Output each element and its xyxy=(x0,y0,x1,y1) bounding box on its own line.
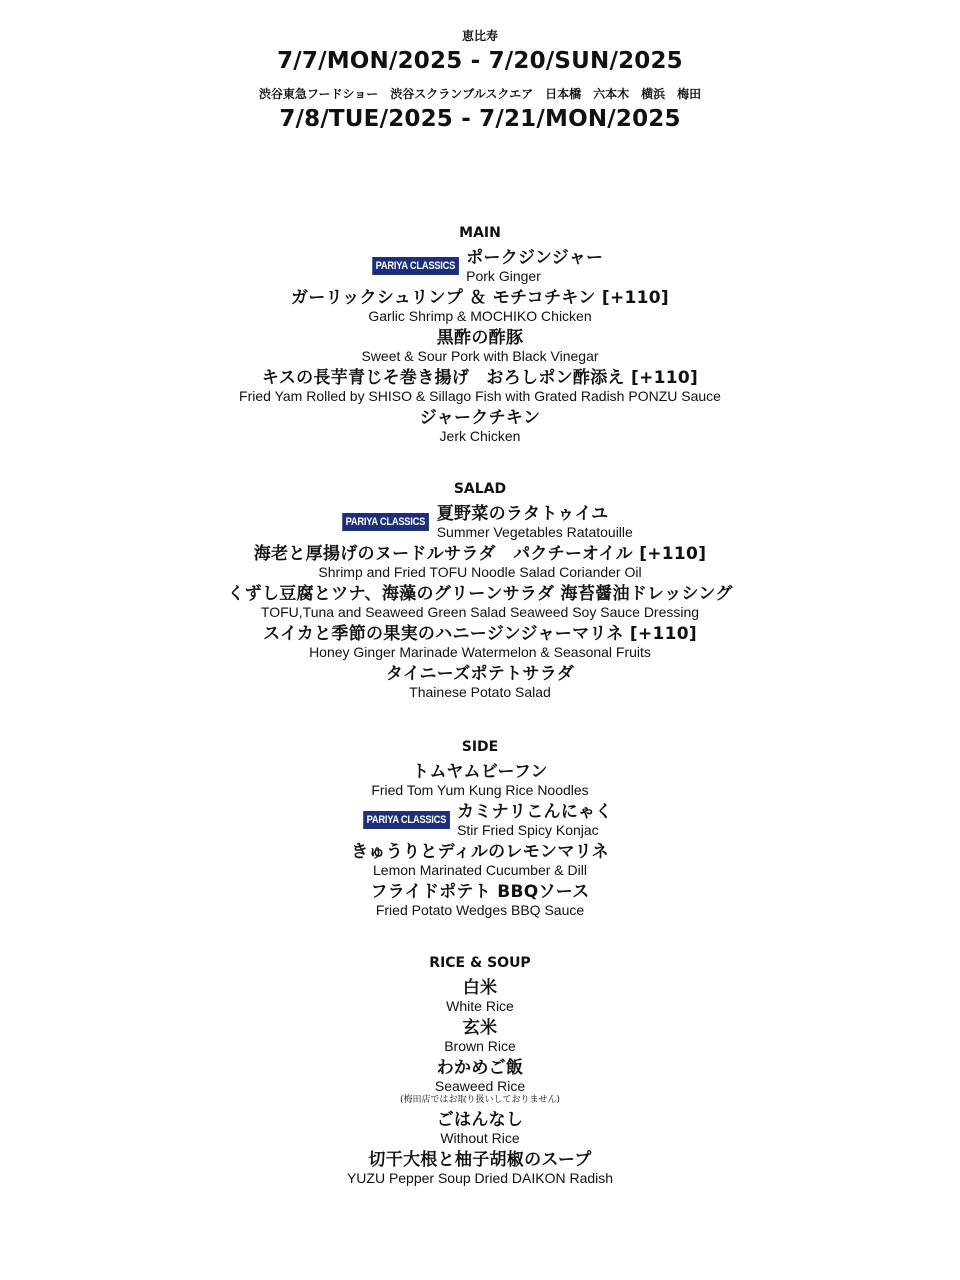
item-name-jp: わかめご飯 xyxy=(436,1058,524,1078)
item-name-en: YUZU Pepper Soup Dried DAIKON Radish xyxy=(346,1170,614,1186)
item-name-jp: 夏野菜のラタトゥイユ xyxy=(436,504,609,524)
menu-item xyxy=(0,1150,960,1186)
store-list: 渋谷東急フードショー 渋谷スクランブルスクエア 日本橋 六本木 横浜 梅田 xyxy=(258,87,702,101)
item-name-en: Honey Ginger Marinade Watermelon & Seasonal Fruits xyxy=(309,644,651,660)
item-name-en: Brown Rice xyxy=(444,1038,516,1054)
menu-item xyxy=(0,328,960,364)
header xyxy=(0,0,960,134)
item-name-jp: フライドポテト BBQソース xyxy=(370,882,590,902)
menu-item xyxy=(0,762,960,798)
item-name-en: Stir Fried Spicy Konjac xyxy=(457,822,599,838)
section-title-rice-soup: RICE & SOUP xyxy=(429,955,531,971)
item-name-en: Garlic Shrimp & MOCHIKO Chicken xyxy=(368,308,592,324)
menu-item xyxy=(0,1058,960,1106)
menu-item xyxy=(0,288,960,324)
section-side xyxy=(0,738,960,918)
item-name-jp: ガーリックシュリンプ ＆ モチコチキン [+110] xyxy=(291,288,669,308)
menu-item xyxy=(0,584,960,620)
item-name-jp: ごはんなし xyxy=(436,1110,524,1130)
item-name-jp: スイカと季節の果実のハニージンジャーマリネ [+110] xyxy=(263,624,697,644)
menu-item xyxy=(0,978,960,1014)
item-name-jp: トムヤムビーフン xyxy=(412,762,548,782)
date-ebisu: 7/7/MON/2025 - 7/20/SUN/2025 xyxy=(277,48,683,74)
item-name-en: Jerk Chicken xyxy=(439,428,521,444)
item-name-en: Fried Tom Yum Kung Rice Noodles xyxy=(371,782,589,798)
section-title-main: MAIN xyxy=(459,225,501,241)
section-title-salad: SALAD xyxy=(453,481,507,497)
item-name-en: Lemon Marinated Cucumber & Dill xyxy=(373,862,587,878)
item-name-en: White Rice xyxy=(446,998,514,1014)
menu-item xyxy=(0,882,960,918)
item-name-jp: 白米 xyxy=(462,978,498,998)
item-name-jp: 海老と厚揚げのヌードルサラダ パクチーオイル [+110] xyxy=(253,544,707,564)
item-name-en: Fried Potato Wedges BBQ Sauce xyxy=(375,902,585,918)
item-name-jp: カミナリこんにゃく xyxy=(457,802,613,822)
item-name-jp: きゅうりとディルのレモンマリネ xyxy=(351,842,609,862)
item-name-en: Sweet & Sour Pork with Black Vinegar xyxy=(361,348,599,364)
item-name-jp: 黒酢の酢豚 xyxy=(436,328,524,348)
item-name-en: TOFU,Tuna and Seaweed Green Salad Seaweed Soy Sauce Dressing xyxy=(260,604,700,620)
section-salad xyxy=(0,480,960,700)
section-rice-soup xyxy=(0,954,960,1186)
menu-item xyxy=(0,408,960,444)
store-ebisu: 恵比寿 xyxy=(461,29,498,43)
menu-item xyxy=(0,624,960,660)
menu-item xyxy=(0,1110,960,1146)
item-name-jp: くずし豆腐とツナ、海藻のグリーンサラダ 海苔醤油ドレッシング xyxy=(227,584,733,604)
menu-item xyxy=(0,504,960,540)
menu-item xyxy=(0,664,960,700)
menu-item xyxy=(0,544,960,580)
item-name-jp: ジャークチキン xyxy=(419,408,541,428)
item-note: (梅田店ではお取り扱いしておりません) xyxy=(399,1095,561,1105)
menu-item xyxy=(0,368,960,404)
item-name-jp: キスの長芋青じそ巻き揚げ おろしポン酢添え [+110] xyxy=(261,368,699,388)
item-name-en: Fried Yam Rolled by SHISO & Sillago Fish with Grated Radish PONZU Sauce xyxy=(239,388,721,404)
item-name-en: Seaweed Rice xyxy=(434,1078,526,1094)
menu-item xyxy=(0,842,960,878)
item-name-jp: ポークジンジャー xyxy=(466,248,604,268)
item-name-jp: タイニーズポテトサラダ xyxy=(385,664,575,684)
menu-item xyxy=(0,1018,960,1054)
section-main xyxy=(0,224,960,444)
item-name-en: Summer Vegetables Ratatouille xyxy=(436,524,633,540)
item-name-en: Thainese Potato Salad xyxy=(409,684,551,700)
date-other-stores: 7/8/TUE/2025 - 7/21/MON/2025 xyxy=(279,106,681,132)
item-name-jp: 玄米 xyxy=(462,1018,498,1038)
section-title-side: SIDE xyxy=(461,739,499,755)
menu-item xyxy=(0,248,960,284)
item-name-en: Without Rice xyxy=(440,1130,520,1146)
item-name-en: Pork Ginger xyxy=(466,268,541,284)
pariya-classics-badge: PARIYA CLASSICS xyxy=(372,257,458,275)
item-name-jp: 切干大根と柚子胡椒のスープ xyxy=(368,1150,592,1170)
pariya-classics-badge: PARIYA CLASSICS xyxy=(342,513,428,531)
item-name-en: Shrimp and Fried TOFU Noodle Salad Coriander Oil xyxy=(318,564,642,580)
menu-item xyxy=(0,802,960,838)
pariya-classics-badge: PARIYA CLASSICS xyxy=(363,811,449,829)
